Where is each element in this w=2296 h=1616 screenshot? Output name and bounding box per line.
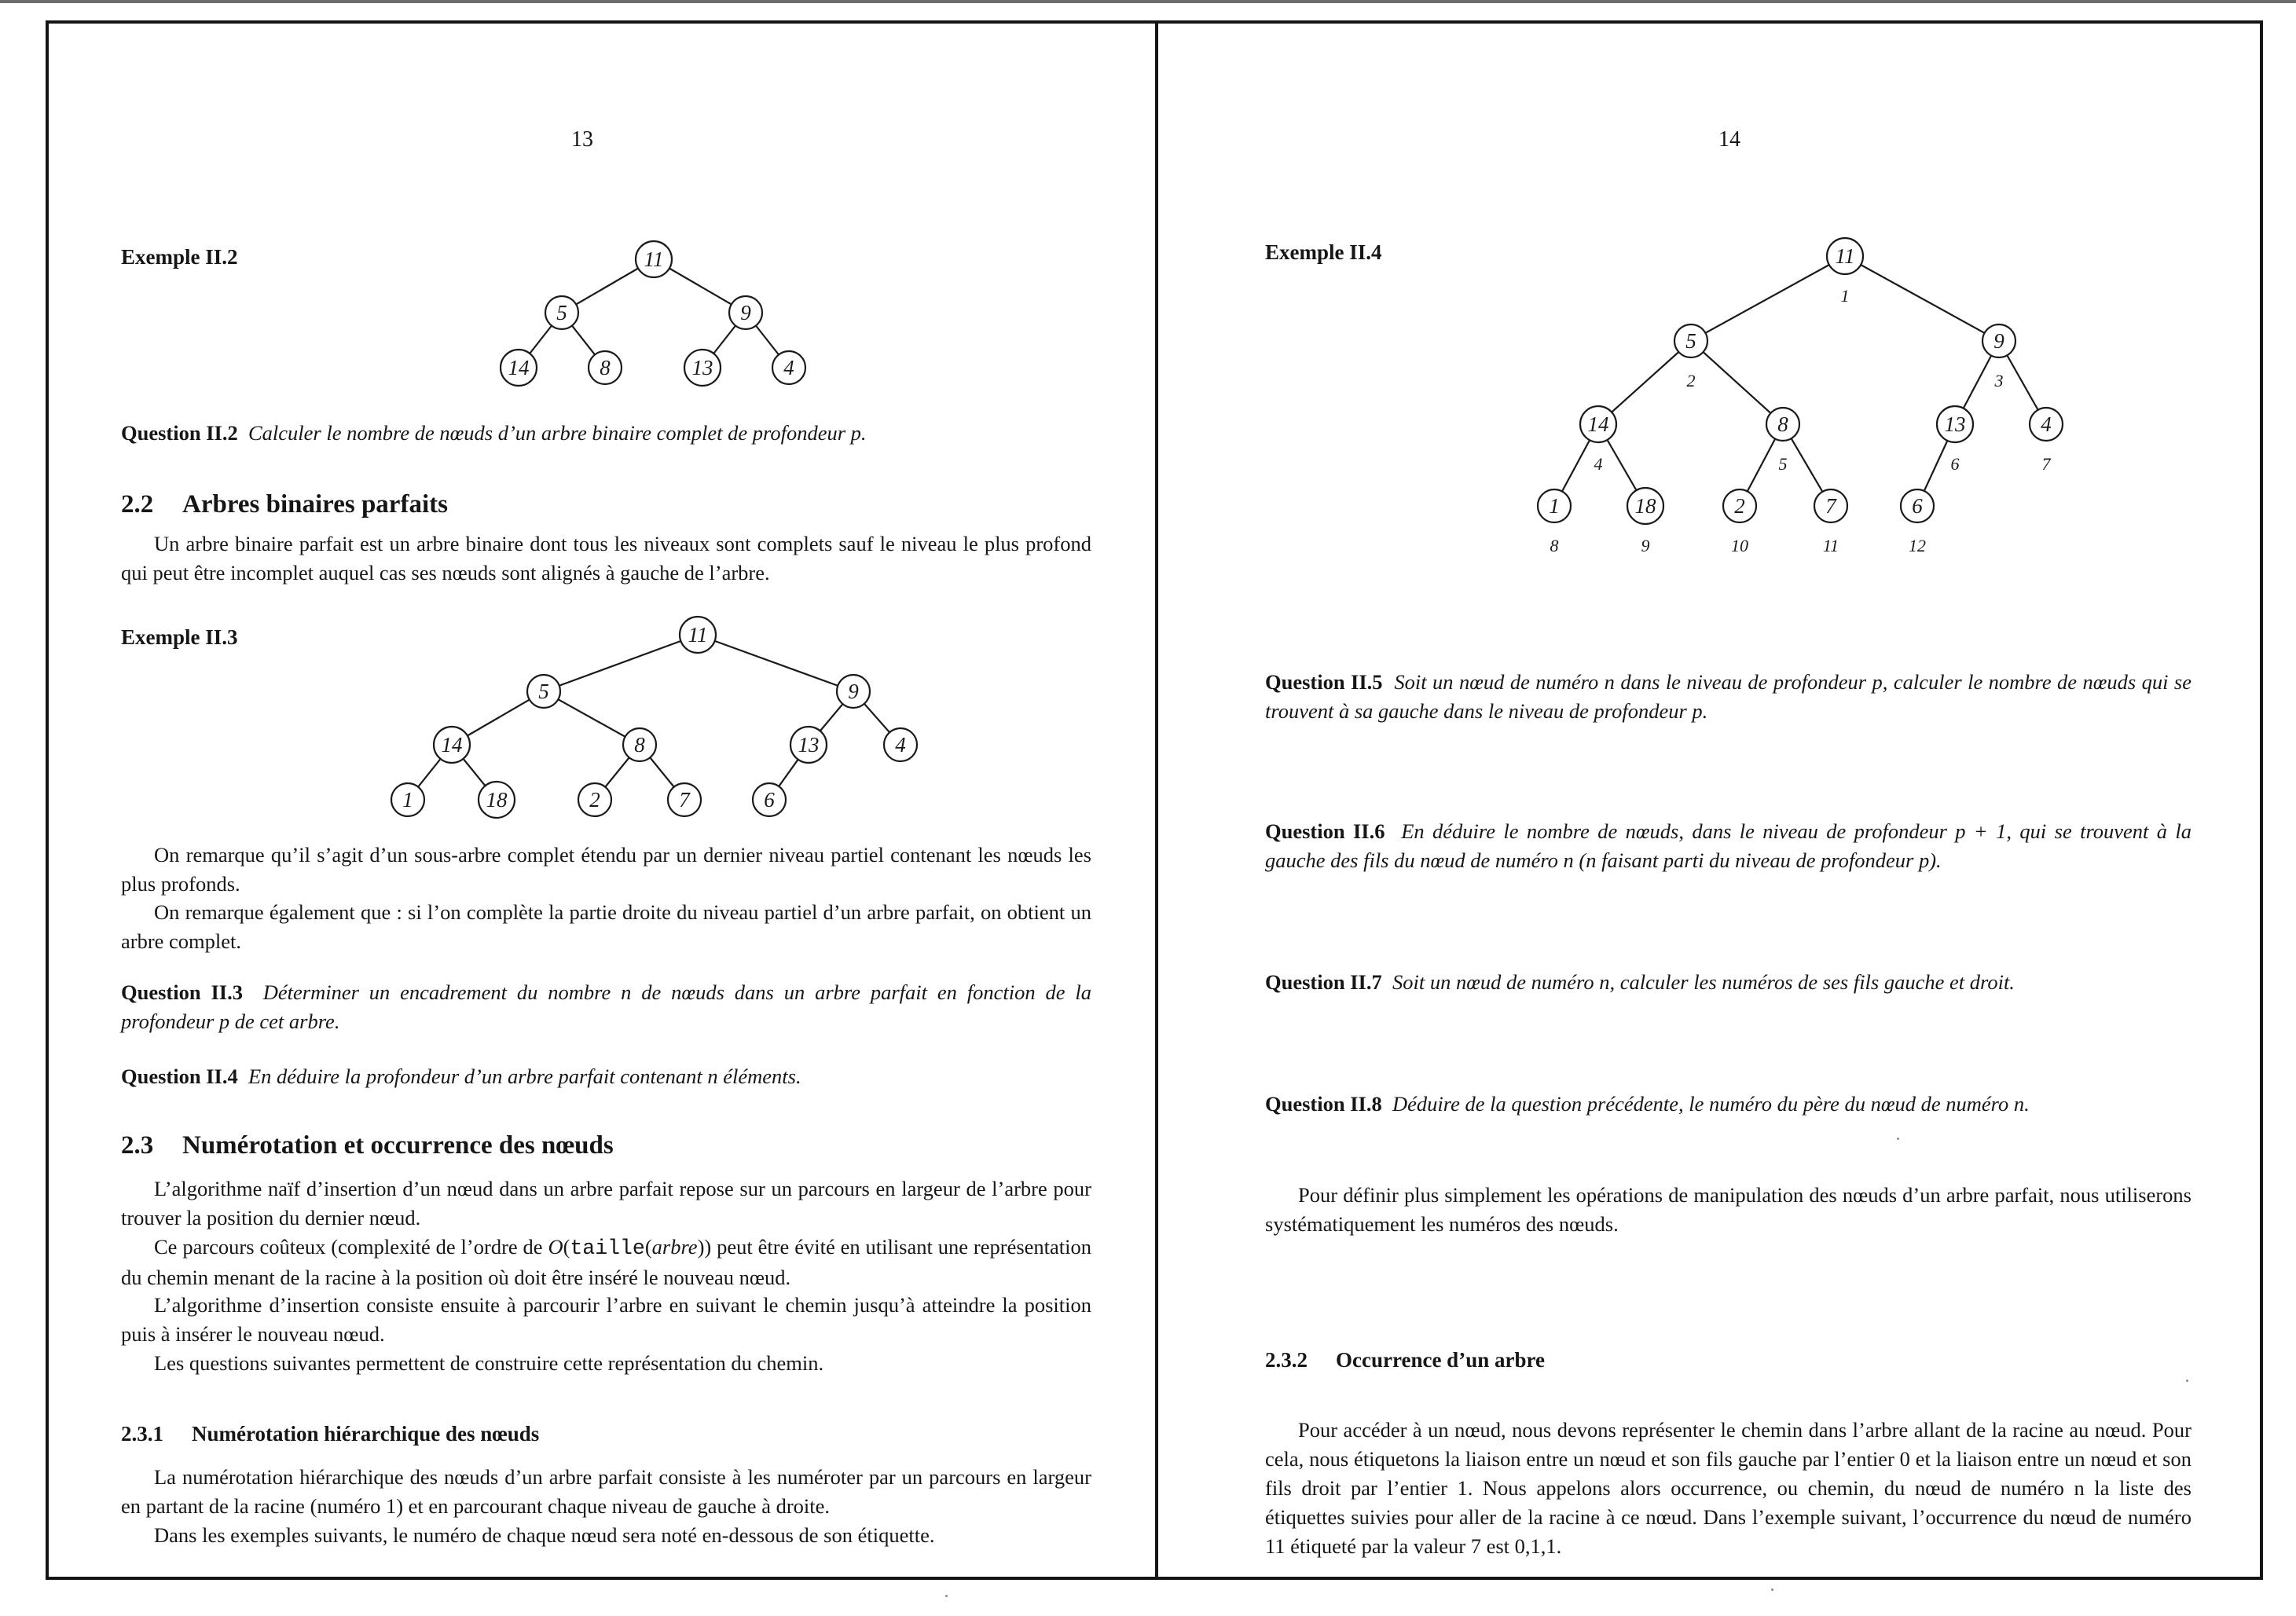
tree-edge [544,635,698,691]
function-name: taille [570,1237,645,1260]
node-number: 4 [1594,454,1603,474]
question-label: Question II.4 [121,1065,238,1088]
tree-edge [1691,256,1845,341]
node-number: 3 [1994,371,2004,390]
paragraph [121,1233,1091,1292]
node-label: 9 [1993,329,2004,353]
subsection-number: 2.3.1 [121,1422,163,1446]
section-title: Numérotation et occurrence des nœuds [182,1131,614,1160]
question-text: Soit un nœud de numéro n, calculer les numéros de ses fils gauche et droit. [1392,970,2015,994]
node-label: 1 [402,788,413,812]
node-label: 14 [441,733,463,757]
section-number: 2.2 [121,490,154,519]
big-o: O [548,1235,563,1259]
subsection-title: Numérotation hiérarchique des nœuds [192,1422,540,1446]
question-label: Question II.3 [121,980,243,1004]
node-number: 12 [1909,536,1926,555]
question-label: Question II.5 [1265,670,1383,694]
text: peut être évité en utilisant une représentation du chemin menant de la racine à la position où doit être inséré le nouveau nœud. [121,1235,1091,1289]
paragraph: Les questions suivantes permettent de construire cette représentation du chemin. [154,1351,824,1375]
question-label: Question II.8 [1265,1092,1382,1116]
node-label: 8 [1777,412,1788,436]
question-text: Déduire de la question précédente, le numéro du père du nœud de numéro n. [1392,1092,2030,1116]
node-label: 2 [1734,494,1745,518]
question-ii4 [121,1062,1091,1091]
node-label: 8 [600,356,611,379]
question-text: En déduire le nombre de nœuds, dans le niveau de profondeur p + 1, qui se trouvent à la gauche des fils du nœud de numéro n (n faisant parti du niveau de profondeur p). [1265,819,2192,872]
question-ii6 [1265,817,2191,875]
page-number: 14 [1718,127,1740,152]
node-label: 18 [1634,494,1656,518]
node-label: 2 [589,788,600,812]
subsection-title: Occurrence d’un arbre [1336,1348,1545,1372]
paragraph: Pour accéder à un nœud, nous devons représenter le chemin dans l’arbre allant de la racine au nœud. Pour cela, nous étiquetons la liaison entre un nœud et son fils gauche par l’entier 0 et la liaison entre un nœud et son fils droit par l’entier 1. Nous appelons alors occurrence, ou chemin, du nœud de numéro n la liste des étiquettes suivies pour aller de la racine à ce nœud. Dans l’exemple suivant, l’occurrence du nœud de numéro 11 étiqueté par la valeur 7 est 0,1,1. [1265,1418,2191,1558]
scan-speck [1771,1589,1773,1591]
paragraph: Un arbre binaire parfait est un arbre binaire dont tous les niveaux sont complets sauf le niveau le plus profond qui peut être incomplet auquel cas ses nœuds sont alignés à gauche de l’arbre. [121,532,1091,584]
node-number: 8 [1550,536,1559,555]
node-number: 6 [1950,454,1960,474]
subsection-number: 2.3.2 [1265,1348,1308,1372]
question-text: Calculer le nombre de nœuds d’un arbre binaire complet de profondeur p. [248,421,867,445]
question-ii5 [1265,668,2191,726]
example-label: Exemple II.3 [121,625,238,649]
scan-speck [2186,1380,2188,1382]
page-number: 13 [571,127,593,152]
subsection-heading [121,1422,539,1446]
question-text: Déterminer un encadrement du nombre n de nœuds dans un arbre parfait en fonction de la profondeur p de cet arbre. [121,980,1092,1033]
node-label: 7 [1825,494,1836,518]
node-number: 2 [1686,371,1696,390]
page-14 [1155,20,2263,1580]
tree-edge [1845,256,1999,341]
text: Ce parcours coûteux (complexité de l’ordre de [154,1235,548,1259]
page-13 [46,20,1158,1580]
text: ( [563,1235,570,1259]
section-number: 2.3 [121,1131,154,1160]
section-heading [121,1131,614,1160]
question-label: Question II.6 [1265,819,1385,843]
scan-top-border [0,0,2296,3]
text: ( [644,1235,652,1259]
example-label: Exemple II.2 [121,245,238,269]
paragraph: L’algorithme naïf d’insertion d’un nœud dans un arbre parfait repose sur un parcours en largeur de l’arbre pour trouver la position du dernier nœud. [121,1177,1091,1229]
node-label: 13 [798,733,820,757]
example-ii4-tree [1158,24,2260,605]
node-label: 11 [1835,244,1855,268]
node-label: 18 [486,788,508,812]
scan-speck [945,1595,948,1597]
subsection-heading [1265,1348,1545,1372]
node-label: 6 [764,788,775,812]
node-label: 11 [688,623,708,647]
node-label: 5 [556,301,567,324]
paragraph: Pour définir plus simplement les opérations de manipulation des nœuds d’un arbre parfait, nous utiliserons systématiquement les numéros des nœuds. [1265,1183,2191,1236]
tree-edge [1691,341,1783,424]
question-ii3 [121,978,1091,1036]
question-label: Question II.2 [121,421,238,445]
example-label: Exemple II.4 [1265,240,1382,264]
node-label: 4 [783,356,794,379]
node-number: 11 [1822,536,1839,555]
node-number: 1 [1840,286,1850,306]
paragraph: Dans les exemples suivants, le numéro de chaque nœud sera noté en-dessous de son étiquette. [154,1523,935,1547]
node-number: 5 [1778,454,1788,474]
node-label: 4 [895,733,906,757]
node-label: 1 [1549,494,1560,518]
text: )) [697,1235,712,1259]
node-label: 5 [1685,329,1696,353]
tree-edge [698,635,853,691]
node-label: 6 [1912,494,1923,518]
section-title: Arbres binaires parfaits [182,490,448,519]
question-label: Question II.7 [1265,970,1382,994]
node-number: 10 [1731,536,1748,555]
argument: arbre [651,1235,698,1259]
node-label: 7 [679,788,690,812]
question-text: Soit un nœud de numéro n dans le niveau de profondeur p, calculer le nombre de nœuds qui se trouvent à sa gauche dans le niveau de profondeur p. [1265,670,2192,723]
node-label: 13 [691,356,713,379]
node-label: 14 [1587,412,1609,436]
node-number: 9 [1641,536,1650,555]
paragraph: L’algorithme d’insertion consiste ensuite à parcourir l’arbre en suivant le chemin jusqu’à atteindre la position puis à insérer le nouveau nœud. [121,1293,1091,1346]
node-label: 5 [538,680,549,703]
question-text: En déduire la profondeur d’un arbre parfait contenant n éléments. [248,1065,801,1088]
paragraph: On remarque également que : si l’on complète la partie droite du niveau partiel d’un arbre parfait, on obtient un arbre complet. [121,900,1091,953]
node-number: 7 [2041,454,2051,474]
node-label: 11 [644,247,664,271]
node-label: 13 [1944,412,1966,436]
question-ii8 [1265,1090,2191,1119]
paragraph: La numérotation hiérarchique des nœuds d’un arbre parfait consiste à les numéroter par un parcours en largeur en partant de la racine (numéro 1) et en parcourant chaque niveau de gauche à droite. [121,1465,1091,1518]
node-label: 9 [740,301,751,324]
question-ii7 [1265,968,2191,997]
node-label: 9 [848,680,859,703]
node-label: 8 [634,733,645,757]
node-label: 14 [508,356,530,379]
example-ii3-tree [49,24,1155,872]
paragraph: On remarque qu’il s’agit d’un sous-arbre complet étendu par un dernier niveau partiel contenant les nœuds les plus profonds. [121,843,1091,896]
node-label: 4 [2041,412,2052,436]
scan-speck [1897,1138,1899,1140]
